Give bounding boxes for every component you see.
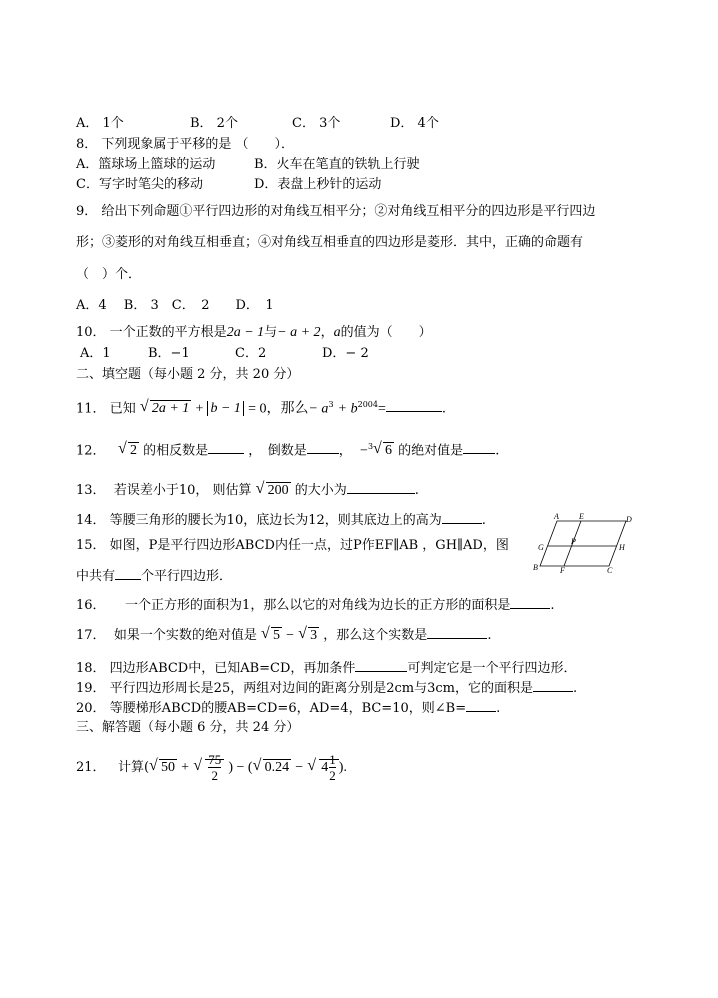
label-c: C (607, 566, 613, 574)
q13-radical: √ 200 (256, 482, 291, 500)
q18: 18． 四边形ABCD中，已知AB=CD，再加条件 可判定它是一个平行四边形． (76, 661, 577, 676)
q14-answer-blank[interactable] (442, 511, 482, 524)
label-a: A (554, 512, 559, 521)
q10-option-a: A．1 (80, 346, 111, 361)
q11: 11． 已知 √ 2a + 1 + b − 1 = 0，那么− $a^3 + b^{2004}=$ . (76, 396, 446, 418)
q21-radical-3: √ 0.24 (253, 751, 292, 785)
q11-answer-blank[interactable] (386, 399, 442, 412)
label-g: G (538, 543, 544, 552)
q7-option-d: D． 4个 (390, 116, 439, 131)
q9-line3: （ ）个． (76, 267, 142, 282)
parallelogram-figure (526, 512, 636, 574)
q15-answer-blank[interactable] (115, 567, 141, 580)
q15-line1: 15． 如图，P是平行四边形ABCD内任一点，过P作EF∥AB ，GH∥AD，图 (76, 538, 509, 553)
q18-answer-blank[interactable] (355, 659, 407, 672)
q10-option-d: D．− 2 (322, 346, 369, 361)
q19-answer-blank[interactable] (533, 679, 573, 692)
parallelogram-abcd (540, 521, 626, 566)
q10-expr1: 2a − 1 (226, 325, 265, 340)
q8-option-d: D．表盘上秒针的运动 (254, 177, 382, 192)
q15-line2: 中共有 个平行四边形． (76, 569, 233, 584)
q13: 13． 若误差小于10， 则估算 √ 200 的大小为 . (76, 481, 419, 500)
q17-radical-1: √ 5 (261, 627, 282, 645)
q16-answer-blank[interactable] (510, 596, 550, 609)
label-f: F (560, 566, 565, 574)
q11-radical: √ 2a + 1 (140, 400, 191, 418)
q12-blank-1[interactable] (208, 441, 244, 454)
q21: 21． 计算(√ 50 + √ $\frac{75}{2}$ ) − (√ 0.24 − √ 4 $\frac{1}{2}$ ). (76, 751, 347, 785)
q10-option-b: B．−1 (148, 346, 190, 361)
q19: 19． 平行四边形周长是25，两组对边间的距离分别是2cm与3cm，它的面积是 . (76, 681, 578, 696)
q7-option-c: C． 3个 (292, 116, 341, 131)
q10-stem: 10． 一个正数的平方根是2a − 1与− a + 2，a的值为（ ） (76, 325, 432, 340)
q20-answer-blank[interactable] (466, 699, 496, 712)
q17-answer-blank[interactable] (427, 626, 487, 639)
section-2-heading: 二、填空题（每小题 2 分，共 20 分） (76, 367, 300, 382)
q21-radical-4: √ 4 $\frac{1}{2}$ (307, 751, 339, 785)
q8-stem: 8． 下列现象属于平移的是 （ ）． (76, 137, 295, 152)
label-h: H (619, 543, 625, 552)
q12: 12． √ 2 的相反数是 ， 倒数是 ， −$^3$√ 6 的绝对值是 . (76, 438, 499, 460)
q21-radical-2: √ $\frac{75}{2}$ (193, 751, 224, 785)
q10-var: a (333, 325, 341, 340)
q12-radical-2: √ 6 (373, 442, 394, 460)
q21-radical-1: √ 50 (149, 751, 177, 785)
q12-blank-3[interactable] (463, 441, 495, 454)
q17-radical-2: √ 3 (298, 627, 319, 645)
q9-line2: 形；③菱形的对角线互相垂直；④对角线互相垂直的四边形是菱形．其中，正确的命题有 (76, 235, 584, 250)
label-d: D (626, 515, 632, 524)
q17: 17． 如果一个实数的绝对值是 √ 5 − √ 3 ，那么这个实数是 . (76, 626, 491, 645)
q16: 16． 一个正方形的面积为1，那么以它的对角线为边长的正方形的面积是 . (76, 598, 555, 613)
q9-options: A．4 B． 3 C． 2 D． 1 (76, 298, 274, 313)
q20: 20． 等腰梯形ABCD的腰AB=CD=6，AD=4，BC=10，则∠B= . (76, 701, 501, 716)
q8-option-b: B．火车在笔直的铁轨上行驶 (254, 157, 420, 172)
label-b: B (533, 563, 538, 572)
q14: 14． 等腰三角形的腰长为10，底边长为12，则其底边上的高为 . (76, 513, 486, 528)
q12-radical-1: √ 2 (118, 442, 139, 460)
label-e: E (579, 512, 584, 521)
q13-answer-blank[interactable] (347, 481, 415, 494)
section-3-heading: 三、解答题（每小题 6 分，共 24 分） (76, 720, 300, 735)
q11-abs: b − 1 (207, 401, 243, 416)
q10-expr2: − a + 2 (277, 325, 321, 340)
q8-option-c: C．写字时笔尖的移动 (76, 177, 203, 192)
q9-line1: 9． 给出下列命题①平行四边形的对角线互相平分；②对角线互相平分的四边形是平行四边 (76, 204, 596, 219)
q8-option-a: A．篮球场上篮球的运动 (76, 157, 216, 172)
q7-option-a: A． 1个 (76, 116, 124, 131)
q7-option-b: B． 2个 (190, 116, 238, 131)
q12-blank-2[interactable] (307, 441, 339, 454)
q10-option-c: C．2 (235, 346, 267, 361)
label-p: P (571, 537, 576, 546)
